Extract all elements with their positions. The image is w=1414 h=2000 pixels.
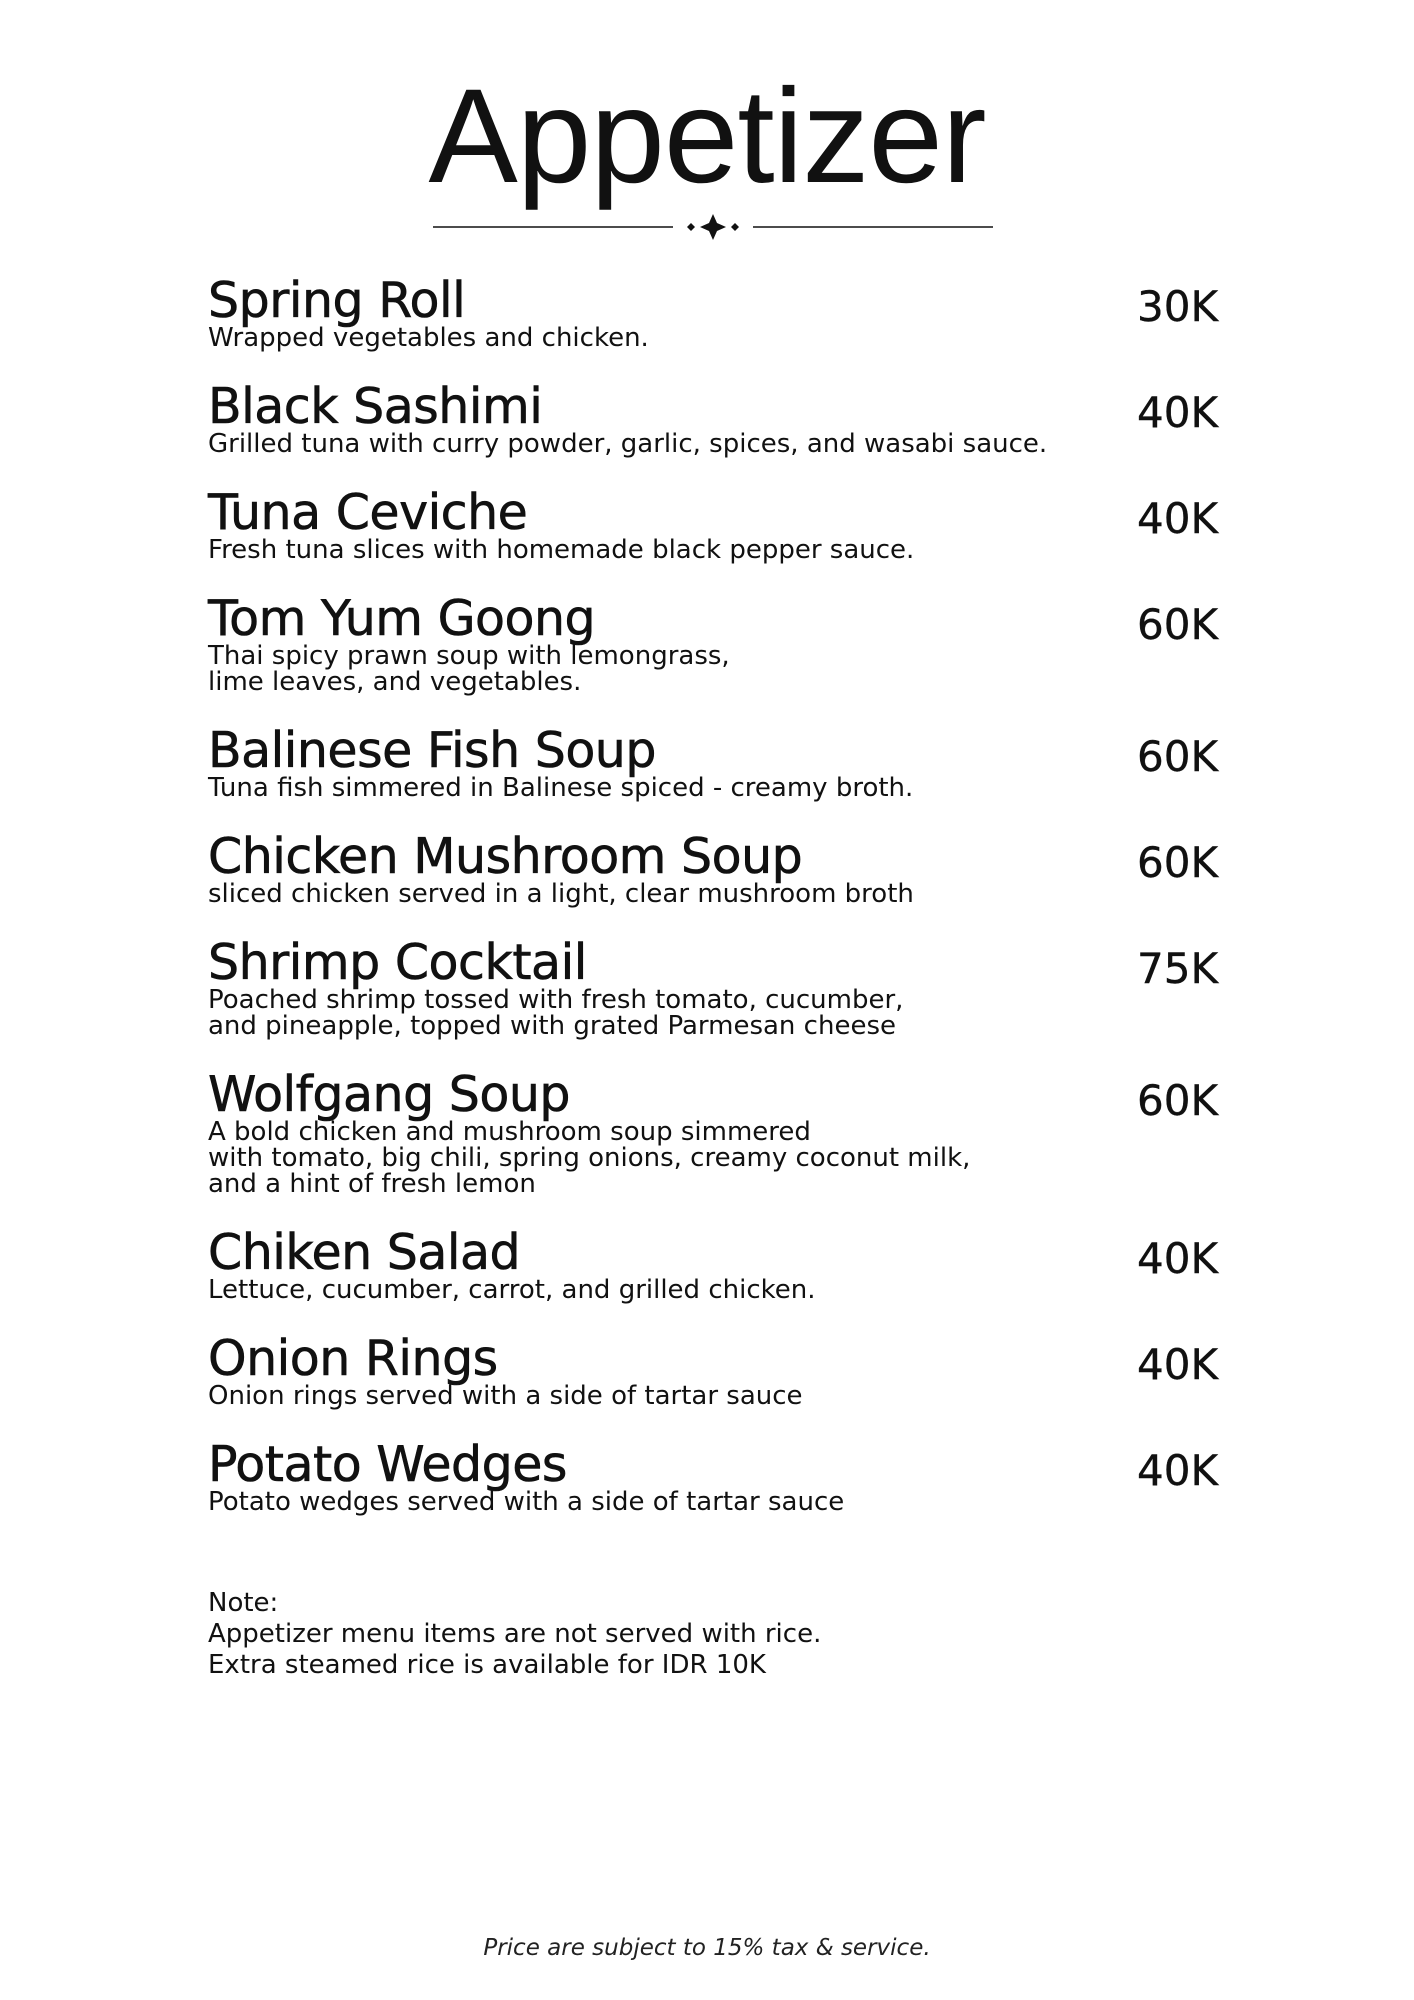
menu-item xyxy=(208,1224,1218,1305)
menu-item xyxy=(208,934,1218,1041)
sparkle-divider-icon xyxy=(433,212,993,242)
item-description: A bold chicken and mushroom soup simmered with tomato, big chili, spring onions, creamy coconut milk, and a hint of fresh lemon xyxy=(208,1117,971,1199)
item-name: Chiken Salad xyxy=(208,1224,521,1281)
item-name: Spring Roll xyxy=(208,272,466,329)
menu-item xyxy=(208,484,1218,565)
item-name: Onion Rings xyxy=(208,1330,498,1387)
item-price: 60K xyxy=(1137,600,1218,649)
note-line: Appetizer menu items are not served with rice. xyxy=(208,1619,822,1649)
item-name: Chicken Mushroom Soup xyxy=(208,828,803,885)
item-price: 40K xyxy=(1137,1234,1218,1283)
item-name: Shrimp Cocktail xyxy=(208,934,587,991)
item-description: Tuna fish simmered in Balinese spiced - creamy broth. xyxy=(208,773,914,803)
item-name: Black Sashimi xyxy=(208,378,543,435)
note-heading: Note: xyxy=(208,1588,279,1618)
item-description: Grilled tuna with curry powder, garlic, spices, and wasabi sauce. xyxy=(208,429,1048,459)
item-description: Potato wedges served with a side of tartar sauce xyxy=(208,1487,845,1517)
menu-item xyxy=(208,378,1218,459)
item-price: 40K xyxy=(1137,1446,1218,1495)
item-name: Potato Wedges xyxy=(208,1436,567,1493)
menu-list xyxy=(208,272,1218,1517)
note-section xyxy=(208,1588,821,1681)
item-name: Tuna Ceviche xyxy=(208,484,528,541)
item-price: 40K xyxy=(1137,1340,1218,1389)
menu-item xyxy=(208,1436,1218,1517)
item-price: 40K xyxy=(1137,494,1218,543)
note-line: Extra steamed rice is available for IDR 10K xyxy=(208,1650,766,1680)
menu-item xyxy=(208,828,1218,909)
item-description: Thai spicy prawn soup with lemongrass, lime leaves, and vegetables. xyxy=(208,641,730,697)
item-description: Fresh tuna slices with homemade black pepper sauce. xyxy=(208,535,915,565)
item-name: Balinese Fish Soup xyxy=(208,722,656,779)
item-description: Wrapped vegetables and chicken. xyxy=(208,323,649,353)
item-price: 60K xyxy=(1137,1076,1218,1125)
menu-item xyxy=(208,590,1218,697)
item-price: 30K xyxy=(1137,282,1218,331)
menu-item xyxy=(208,272,1218,353)
item-name: Wolfgang Soup xyxy=(208,1066,571,1123)
item-name: Tom Yum Goong xyxy=(208,590,596,647)
item-description: Poached shrimp tossed with fresh tomato, cucumber, and pineapple, topped with grated Parmesan cheese xyxy=(208,985,904,1041)
item-price: 60K xyxy=(1137,838,1218,887)
item-description: sliced chicken served in a light, clear mushroom broth xyxy=(208,879,914,909)
item-description: Onion rings served with a side of tartar sauce xyxy=(208,1381,803,1411)
footer-disclaimer: Price are subject to 15% tax & service. xyxy=(483,1935,931,1961)
menu-item xyxy=(208,1066,1218,1199)
menu-item xyxy=(208,722,1218,803)
item-description: Lettuce, cucumber, carrot, and grilled chicken. xyxy=(208,1275,816,1305)
item-price: 60K xyxy=(1137,732,1218,781)
menu-item xyxy=(208,1330,1218,1411)
page-title: Appetizer xyxy=(428,62,986,211)
item-price: 75K xyxy=(1137,944,1218,993)
item-price: 40K xyxy=(1137,388,1218,437)
